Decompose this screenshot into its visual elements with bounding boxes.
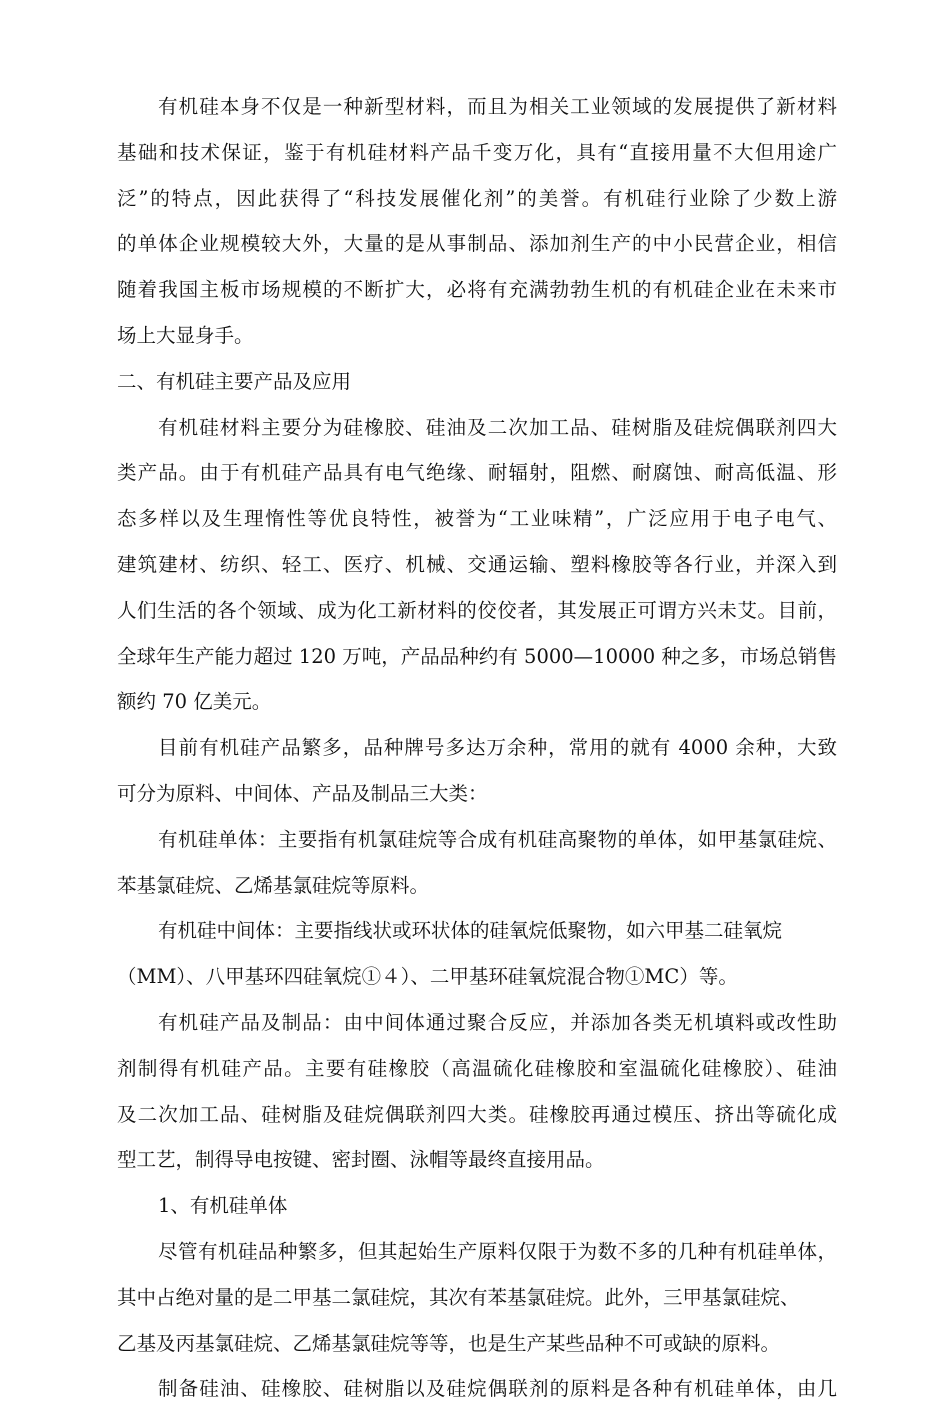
text-line: 的单体企业规模较大外，大量的是从事制品、添加剂生产的中小民营企业，相信 (117, 232, 837, 256)
text-line: 可分为原料、中间体、产品及制品三大类： (117, 781, 488, 805)
text-line: 1、有机硅单体 (158, 1194, 288, 1218)
text-line: 类产品。由于有机硅产品具有电气绝缘、耐辐射，阻燃、耐腐蚀、耐高低温、形 (117, 461, 837, 485)
text-line: 有机硅材料主要分为硅橡胶、硅油及二次加工品、硅树脂及硅烷偶联剂四大 (158, 415, 837, 439)
text-line: 目前有机硅产品繁多，品种牌号多达万余种，常用的就有 4000 余种，大致 (158, 736, 837, 760)
text-line: 全球年生产能力超过 120 万吨，产品品种约有 5000—10000 种之多，市场总销售 (117, 644, 837, 668)
text-line: 尽管有机硅品种繁多，但其起始生产原料仅限于为数不多的几种有机硅单体， (158, 1239, 837, 1263)
text-line: 人们生活的各个领域、成为化工新材料的佼佼者，其发展正可谓方兴未艾。目前， (117, 598, 837, 622)
text-line: 泛”的特点，因此获得了“科技发展催化剂”的美誉。有机硅行业除了少数上游 (117, 186, 837, 210)
text-line: 建筑建材、纺织、轻工、医疗、机械、交通运输、塑料橡胶等各行业，并深入到 (117, 552, 837, 576)
text-line: 场上大显身手。 (117, 323, 254, 347)
text-line: 制备硅油、硅橡胶、硅树脂以及硅烷偶联剂的原料是各种有机硅单体，由几 (158, 1377, 837, 1401)
text-line: 其中占绝对量的是二甲基二氯硅烷，其次有苯基氯硅烷。此外，三甲基氯硅烷、 (117, 1285, 800, 1309)
text-line: 有机硅单体：主要指有机氯硅烷等合成有机硅高聚物的单体，如甲基氯硅烷、 (158, 827, 837, 851)
text-line: 有机硅本身不仅是一种新型材料，而且为相关工业领域的发展提供了新材料 (158, 95, 837, 118)
text-line: 剂制得有机硅产品。主要有硅橡胶（高温硫化硅橡胶和室温硫化硅橡胶）、硅油 (117, 1056, 837, 1080)
text-line: 及二次加工品、硅树脂及硅烷偶联剂四大类。硅橡胶再通过模压、挤出等硫化成 (117, 1102, 837, 1126)
text-line: 有机硅产品及制品：由中间体通过聚合反应，并添加各类无机填料或改性助 (158, 1010, 837, 1034)
document-body (117, 84, 837, 1412)
text-line: 乙基及丙基氯硅烷、乙烯基氯硅烷等等，也是生产某些品种不可或缺的原料。 (117, 1331, 781, 1355)
text-line: 有机硅中间体：主要指线状或环状体的硅氧烷低聚物，如六甲基二硅氧烷 (158, 919, 783, 943)
text-line: 随着我国主板市场规模的不断扩大，必将有充满勃勃生机的有机硅企业在未来市 (117, 278, 837, 302)
text-line: （MM）、八甲基环四硅氧烷①４）、二甲基环硅氧烷混合物①MC）等。 (117, 965, 738, 989)
text-line: 二、有机硅主要产品及应用 (117, 369, 352, 393)
text-line: 苯基氯硅烷、乙烯基氯硅烷等原料。 (117, 873, 430, 897)
text-line: 基础和技术保证，鉴于有机硅材料产品千变万化，具有“直接用量不大但用途广 (117, 140, 837, 164)
text-line: 型工艺，制得导电按键、密封圈、泳帽等最终直接用品。 (117, 1148, 605, 1172)
text-line: 态多样以及生理惰性等优良特性，被誉为“工业味精”，广泛应用于电子电气、 (117, 507, 837, 531)
text-line: 额约 70 亿美元。 (117, 690, 272, 714)
